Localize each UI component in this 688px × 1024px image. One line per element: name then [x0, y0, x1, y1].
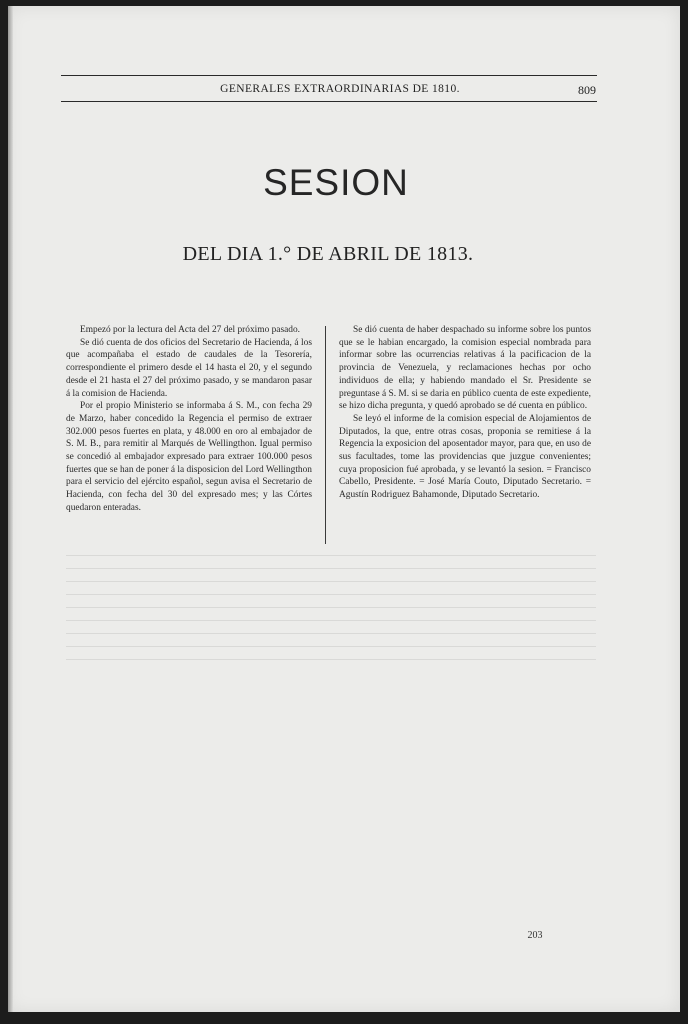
page-spine-shadow — [8, 6, 13, 1012]
header-rule-top — [61, 75, 597, 76]
column-divider — [325, 326, 326, 544]
reverse-side-bleed-through — [66, 555, 596, 665]
session-date-subtitle: DEL DIA 1.° DE ABRIL DE 1813. — [182, 243, 474, 265]
session-title: SESION — [263, 162, 409, 203]
running-header-page-number: 809 — [578, 83, 596, 97]
left-column — [66, 324, 312, 515]
left-paragraph: Por el propio Ministerio se informaba á S. M., con fecha 29 de Marzo, haber concedido la Regencia el permiso de extraer 302.000 pesos fuertes en plata, y 48.000 en oro al embajador de S. M. B., para remitir al Marqués de Wellingthon. Igual permiso se concedió al embajador expresado para extraer 100.000 pesos fuertes que se han de poner á la disposicion del Lord Wellingthon para el servicio del ejército español, segun avisa el Secretario de Hacienda, con fecha del 30 del expresado mes; y las Córtes quedaron enteradas. — [66, 401, 312, 513]
right-paragraph: Se leyó el informe de la comision especial de Alojamientos de Diputados, la que, entre otras cosas, proponia se remitiese á la Regencia la exposicion del aposentador mayor, para que, en uso de sus facultades, tome las providencias que juzgue convenientes; cuya proposicion fué aprobada, y se levantó la sesion. = Francisco Cabello, Presidente. = José María Couto, Diputado Secretario. = Agustín Rodriguez Bahamonde, Diputado Secretario. — [339, 413, 591, 501]
right-paragraph: Se dió cuenta de haber despachado su informe sobre los puntos que se le habian encargado, la comision especial nombrada para informar sobre las ocurrencias relativas á la pacificacion de la provincia de Venezuela, y reclamaciones hechas por ocho individuos de ella; y habiendo mandado el Sr. Presidente se preguntase á S. M. si se daria en público cuenta de este expediente, se hizo dicha pregunta, y quedó aprobado se dé cuenta en público. — [339, 325, 591, 412]
footer-page-number: 203 — [527, 930, 543, 941]
left-paragraph: Se dió cuenta de dos oficios del Secretario de Hacienda, á los que acompañaba el estado de caudales de la Tesorería, correspondiente el primero desde el 14 hasta el 20, y el segundo desde el 21 hasta el 27 del próximo pasado, y se mandaron pasar á la comision de Hacienda. — [66, 337, 312, 399]
right-column — [339, 324, 591, 502]
running-header-title: GENERALES EXTRAORDINARIAS DE 1810. — [220, 83, 460, 95]
left-paragraph: Empezó por la lectura del Acta del 27 del próximo pasado. — [80, 325, 300, 335]
header-rule-bottom — [61, 101, 597, 102]
